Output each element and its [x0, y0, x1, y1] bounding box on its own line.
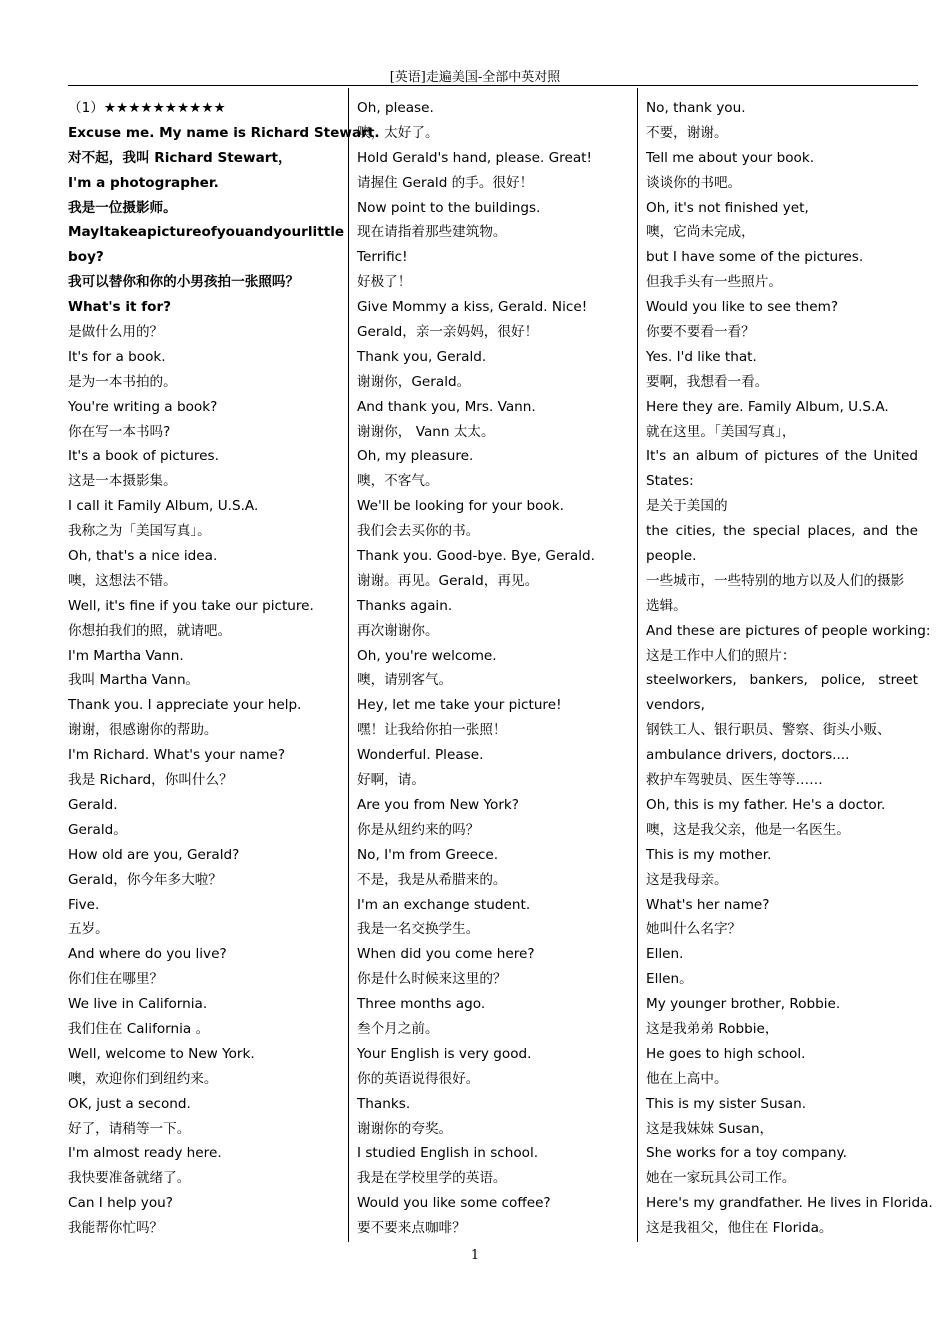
text-line: 谢谢你，Gerald。 [357, 373, 471, 390]
text-line: 我们住在 California 。 [68, 1020, 210, 1037]
text-line: Here's my grandfather. He lives in Florida. [646, 1195, 933, 1212]
text-line: 好啊，请。 [357, 772, 425, 789]
text-line: Thank you. I appreciate your help. [68, 697, 302, 714]
text-line: When did you come here? [357, 946, 535, 963]
text-line: 不是，我是从希腊来的。 [357, 871, 507, 888]
text-line: 这是我妹妹 Susan， [646, 1120, 774, 1137]
text-line: We'll be looking for your book. [357, 498, 564, 515]
text-line: 这是我祖父，他住在 Florida。 [646, 1220, 833, 1237]
text-line: Oh, it's not finished yet, [646, 199, 809, 216]
text-line: 这是一本摄影集。 [68, 473, 177, 490]
text-line: Thanks. [357, 1095, 411, 1112]
text-line: 但我手头有一些照片。 [646, 274, 782, 291]
text-line: No, thank you. [646, 100, 746, 116]
text-line: steelworkers, bankers, police, street [646, 672, 918, 689]
text-line: 你们住在哪里？ [68, 971, 164, 988]
text-line: 我是在学校里学的英语。 [357, 1170, 507, 1187]
text-line: And thank you, Mrs. Vann. [357, 398, 536, 415]
text-line: Three months ago. [357, 996, 486, 1013]
text-line: 谢谢你的夸奖。 [357, 1120, 453, 1137]
text-line: This is my sister Susan. [646, 1095, 807, 1112]
text-line: 这是我母亲。 [646, 871, 728, 888]
text-line: 你想拍我们的照，就请吧。 [68, 622, 232, 639]
text-line: Oh, my pleasure. [357, 448, 474, 465]
text-line: It's a book of pictures. [68, 448, 219, 465]
text-line: people. [646, 548, 697, 565]
column-3 [646, 96, 933, 1241]
text-line: 我可以替你和你的小男孩拍一张照吗？ [68, 274, 300, 291]
text-line: 现在请指着那些建筑物。 [357, 224, 507, 241]
text-line: 你要不要看一看？ [646, 324, 755, 341]
text-line: 谢谢，很感谢你的帮助。 [68, 722, 218, 739]
text-line: 你是从纽约来的吗？ [357, 821, 480, 838]
text-line: 一些城市，一些特别的地方以及人们的摄影 [646, 572, 905, 589]
text-line: Thanks again. [357, 597, 453, 614]
text-line: 是为一本书拍的。 [68, 373, 177, 390]
text-line: Hold Gerald's hand, please. Great! [357, 149, 592, 166]
text-line: Give Mommy a kiss, Gerald. Nice! [357, 299, 588, 316]
text-line: It's an album of pictures of the United [646, 448, 918, 465]
text-line: 噢，太好了。 [357, 124, 439, 141]
text-line: 好极了！ [357, 274, 412, 291]
text-line: 我快要准备就绪了。 [68, 1170, 191, 1187]
column-divider [637, 88, 638, 1242]
text-line: Thank you, Gerald. [357, 348, 487, 365]
text-line: 噢，这想法不错。 [68, 572, 177, 589]
text-line: （1）★★★★★★★★★★ [68, 100, 226, 116]
column-1 [68, 96, 380, 1241]
text-line: And where do you live? [68, 946, 227, 963]
text-line: Well, welcome to New York. [68, 1045, 255, 1062]
text-line: He goes to high school. [646, 1045, 806, 1062]
text-line: Can I help you? [68, 1195, 173, 1212]
text-line: Would you like some coffee? [357, 1195, 551, 1212]
text-line: 钢铁工人、银行职员、警察、街头小贩、 [646, 722, 891, 739]
text-line: 噢，欢迎你们到纽约来。 [68, 1070, 218, 1087]
text-line: 嘿！让我给你拍一张照！ [357, 722, 507, 739]
text-line: 好了，请稍等一下。 [68, 1120, 191, 1137]
text-line: Gerald，你今年多大啦？ [68, 871, 222, 888]
text-line: 谢谢你， Vann 太太。 [357, 423, 495, 440]
text-line: What's it for? [68, 299, 172, 316]
text-line: 我叫 Martha Vann。 [68, 672, 200, 689]
text-line: 噢，请别客气。 [357, 672, 453, 689]
text-line: It's for a book. [68, 348, 166, 365]
text-line: Tell me about your book. [646, 149, 815, 166]
text-line: My younger brother, Robbie. [646, 996, 841, 1013]
text-line: Wonderful. Please. [357, 747, 484, 764]
text-line: Oh, that's a nice idea. [68, 548, 218, 565]
text-line: I call it Family Album, U.S.A. [68, 498, 259, 515]
text-line: 要不要来点咖啡？ [357, 1220, 466, 1237]
text-line: Would you like to see them? [646, 299, 839, 316]
header-rule [68, 85, 918, 86]
text-line: 他在上高中。 [646, 1070, 728, 1087]
text-line: boy? [68, 249, 104, 266]
text-line: Your English is very good. [357, 1045, 532, 1062]
text-line: I'm an exchange student. [357, 896, 531, 913]
text-line: Gerald，亲一亲妈妈，很好！ [357, 324, 539, 341]
text-line: May I take a picture of you and your little [68, 224, 345, 241]
text-line: Yes. I'd like that. [646, 348, 757, 365]
text-line: 叁个月之前。 [357, 1020, 439, 1037]
text-line: 噢，它尚未完成， [646, 224, 755, 241]
text-line: Oh, please. [357, 100, 434, 116]
text-line: 谈谈你的书吧。 [646, 174, 742, 191]
text-line: 救护车驾驶员、医生等等…… [646, 772, 823, 789]
text-line: Terrific! [357, 249, 408, 266]
text-line: 你的英语说得很好。 [357, 1070, 480, 1087]
text-line: And these are pictures of people working: [646, 622, 931, 639]
text-line: OK, just a second. [68, 1095, 191, 1112]
text-line: Oh, you're welcome. [357, 647, 497, 664]
text-line: We live in California. [68, 996, 208, 1013]
text-line: 选辑。 [646, 597, 687, 614]
text-line: Five. [68, 896, 100, 913]
text-line: ambulance drivers, doctors.... [646, 747, 850, 764]
text-line: 是做什么用的？ [68, 324, 164, 341]
text-line: This is my mother. [646, 846, 772, 863]
text-line: the cities, the special places, and the [646, 523, 918, 540]
text-line: Oh, this is my father. He's a doctor. [646, 796, 886, 813]
text-line: but I have some of the pictures. [646, 249, 864, 266]
text-line: 我能帮你忙吗？ [68, 1220, 164, 1237]
text-line: 我们会去买你的书。 [357, 523, 480, 540]
text-line: 要啊，我想看一看。 [646, 373, 769, 390]
text-line: 我是一位摄影师。 [68, 199, 177, 216]
text-line: 你在写一本书吗? [68, 423, 171, 440]
text-line: 这是我弟弟 Robbie， [646, 1020, 779, 1037]
text-line: Gerald. [68, 796, 118, 813]
text-line: 再次谢谢你。 [357, 622, 439, 639]
column-2 [357, 96, 629, 1241]
text-line: 她叫什么名字？ [646, 921, 742, 938]
column-divider [348, 88, 349, 1242]
text-line: 你是什么时候来这里的？ [357, 971, 507, 988]
text-line: 谢谢。再见。Gerald，再见。 [357, 572, 539, 589]
text-line: I'm a photographer. [68, 174, 219, 191]
text-line: No, I'm from Greece. [357, 846, 499, 863]
text-line: How old are you, Gerald? [68, 846, 240, 863]
text-line: 我是一名交换学生。 [357, 921, 480, 938]
text-line: You're writing a book? [68, 398, 218, 415]
text-line: What's her name? [646, 896, 770, 913]
text-line: Gerald。 [68, 821, 127, 838]
text-line: Are you from New York? [357, 796, 519, 813]
text-line: States: [646, 473, 694, 490]
text-line: Excuse me. My name is Richard Stewart. [68, 124, 380, 141]
text-line: 就在这里。「美国写真」， [646, 423, 796, 440]
text-line: I'm Martha Vann. [68, 647, 184, 664]
text-line: 噢，不客气。 [357, 473, 439, 490]
text-line: 不要，谢谢。 [646, 124, 728, 141]
text-line: 这是工作中人们的照片： [646, 647, 796, 664]
text-line: 请握住 Gerald 的手。很好！ [357, 174, 534, 191]
text-line: Well, it's fine if you take our picture. [68, 597, 314, 614]
text-line: Hey, let me take your picture! [357, 697, 562, 714]
text-line: 我称之为「美国写真」。 [68, 523, 211, 540]
text-line: She works for a toy company. [646, 1145, 847, 1162]
text-line: I'm almost ready here. [68, 1145, 222, 1162]
text-line: Ellen. [646, 946, 684, 963]
text-line: I studied English in school. [357, 1145, 539, 1162]
text-line: Now point to the buildings. [357, 199, 541, 216]
text-line: Thank you. Good-bye. Bye, Gerald. [357, 548, 595, 565]
text-line: 是关于美国的 [646, 498, 728, 515]
text-line: 我是 Richard，你叫什么？ [68, 772, 233, 789]
page-header: [英语]走遍美国-全部中英对照 [389, 70, 561, 85]
text-line: 她在一家玩具公司工作。 [646, 1170, 796, 1187]
text-line: Here they are. Family Album, U.S.A. [646, 398, 889, 415]
text-line: 五岁。 [68, 921, 109, 938]
text-line: 噢，这是我父亲，他是一名医生。 [646, 821, 850, 838]
text-line: Ellen。 [646, 971, 693, 988]
text-line: vendors, [646, 697, 705, 714]
page-number: 1 [470, 1248, 480, 1263]
text-line: 对不起，我叫 Richard Stewart， [68, 149, 292, 166]
text-line: I'm Richard. What's your name? [68, 747, 286, 764]
